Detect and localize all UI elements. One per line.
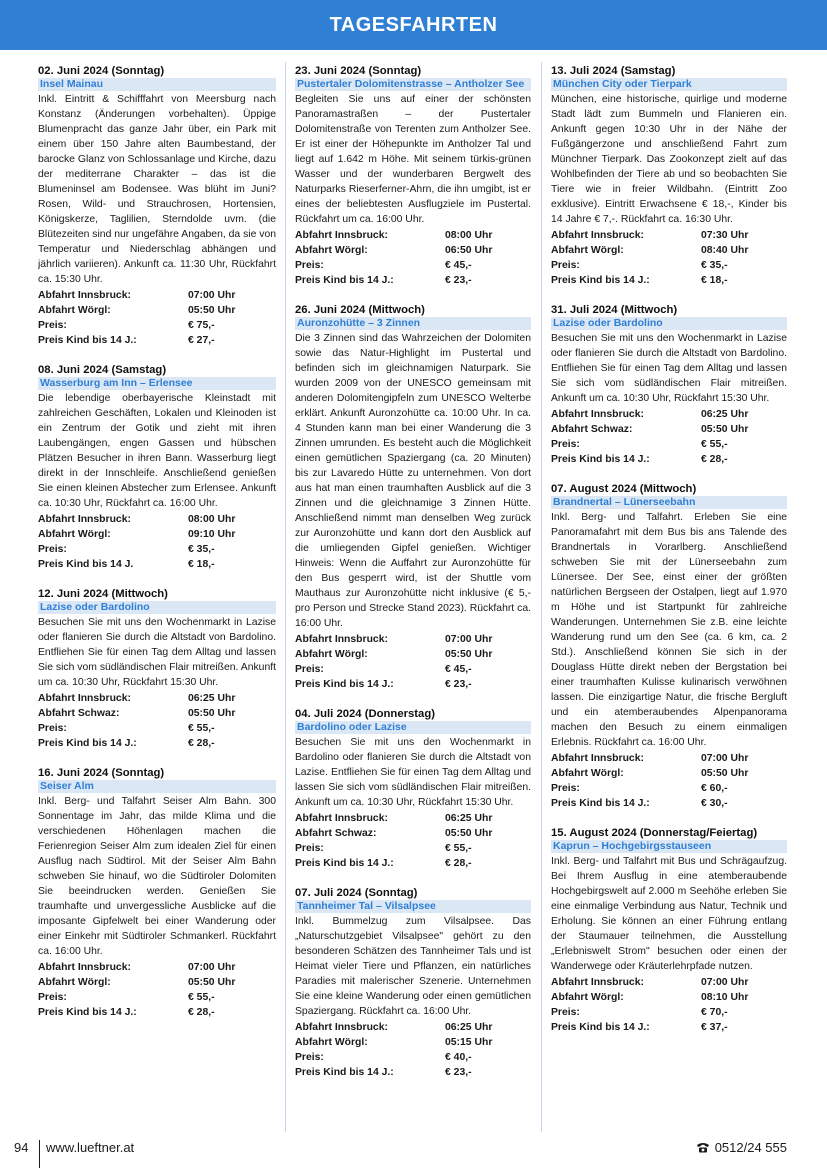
price-row (38, 960, 276, 975)
price-label: Abfahrt Schwaz: (38, 708, 120, 719)
price-label: Preis Kind bis 14 J.: (295, 679, 394, 690)
page-header (0, 0, 827, 50)
page-number: 94 (14, 1140, 29, 1155)
price-row (295, 677, 531, 692)
price-label: Abfahrt Innsbruck: (295, 1022, 388, 1033)
price-label: Abfahrt Innsbruck: (551, 977, 644, 988)
price-row (38, 975, 276, 990)
price-value: 07:00 Uhr (701, 977, 749, 988)
price-row (295, 243, 531, 258)
price-row (38, 333, 276, 348)
trip-description: Inkl. Eintritt & Schifffahrt von Meersburg nach Konstanz (Änderungen vorbehalten). Üppige Blumenpracht das ganze Jahr über, ein Park mit einem über 150 Jahre alten Baumbestand, der barocke Glanz von Schlossanlage und Kirche, dazu der mediterrane Charakter – das ist die Blumeninsel am Bodensee. Was blüht im Juni? Rosen, Wild- und Strauchrosen, Hortensien, Königskerze, Taglilien, Sterndolde uvm. (die Blütezeiten sind nur ungefähre Angaben, da sie von Temperatur und Niederschlag abhängen und jährlich variieren). Ankunft ca. 11:30 Uhr, Rückfahrt ca. 15:30 Uhr. (38, 94, 276, 285)
price-value: 06:25 Uhr (445, 813, 493, 824)
price-value: € 60,- (701, 783, 728, 794)
phone-icon (696, 1142, 710, 1153)
price-label: Preis: (551, 1007, 580, 1018)
price-row (38, 527, 276, 542)
price-label: Preis: (551, 783, 580, 794)
price-table (38, 512, 276, 572)
price-label: Preis Kind bis 14 J.: (551, 798, 650, 809)
price-value: 05:50 Uhr (701, 768, 749, 779)
price-value: 07:00 Uhr (188, 962, 236, 973)
trip-destination: Tannheimer Tal – Vilsalpsee (295, 900, 531, 913)
price-row (295, 1065, 531, 1080)
trip-description: Besuchen Sie mit uns den Wochenmarkt in Lazise oder flanieren Sie durch die Altstadt von Bardolino. Entfliehen Sie für einen Tag dem Alltag und lassen Sie sich vom südländischen Flair mitreißen. Ankunft um ca. 10:30 Uhr, Rückfahrt 15:30 Uhr. (551, 333, 787, 404)
price-value: € 30,- (701, 798, 728, 809)
price-row (551, 437, 787, 452)
price-value: 06:25 Uhr (701, 409, 749, 420)
price-label: Abfahrt Wörgl: (295, 245, 368, 256)
price-row (551, 407, 787, 422)
price-value: € 18,- (188, 559, 215, 570)
page-title: TAGESFAHRTEN (329, 13, 498, 36)
price-value: € 28,- (188, 1007, 215, 1018)
trip-date: 31. Juli 2024 (Mittwoch) (551, 304, 678, 316)
price-row (551, 422, 787, 437)
price-label: Preis Kind bis 14 J.: (551, 1022, 650, 1033)
price-label: Preis: (551, 260, 580, 271)
price-value: 07:00 Uhr (188, 290, 236, 301)
trip-destination: Auronzohütte – 3 Zinnen (295, 317, 531, 330)
price-value: € 37,- (701, 1022, 728, 1033)
price-label: Abfahrt Wörgl: (38, 977, 111, 988)
price-label: Preis Kind bis 14 J.: (38, 738, 137, 749)
price-label: Preis: (38, 320, 67, 331)
trip-destination: Lazise oder Bardolino (551, 317, 787, 330)
price-value: € 23,- (445, 1067, 472, 1078)
price-row (551, 796, 787, 811)
price-row (38, 557, 276, 572)
price-row (38, 691, 276, 706)
price-label: Preis Kind bis 14 J.: (551, 454, 650, 465)
price-value: € 55,- (445, 843, 472, 854)
price-row (551, 781, 787, 796)
phone-contact (696, 1140, 787, 1155)
price-label: Preis: (38, 544, 67, 555)
price-label: Abfahrt Schwaz: (551, 424, 633, 435)
price-value: € 55,- (701, 439, 728, 450)
price-value: € 23,- (445, 679, 472, 690)
trip-date: 15. August 2024 (Donnerstag/Feiertag) (551, 827, 758, 839)
price-row (295, 1020, 531, 1035)
trip-description: Inkl. Bummelzug zum Vilsalpsee. Das „Naturschutzgebiet Vilsalpsee" gehört zu den besonderen Schätzen des Tannheimer Tals und ist Heimat vieler Tiere und Pflanzen, ein natürliches Paradies mit malerischer Szenerie. Unternehmen Sie eine kleine Wanderung oder einen gemütlichen Spaziergang. Rückfahrt ca. 16:00 Uhr. (295, 916, 531, 1017)
trip-entry (38, 363, 276, 572)
trip-description: München, eine historische, quirlige und moderne Stadt lädt zum Bummeln und Flanieren ein. Ankunft gegen 10:30 Uhr in der Nähe der Fußgängerzone und anschließend Fahrt zum Münchner Tierpark. Das Zookonzept zielt auf das Wohlbefinden der Tiere ab und so beobachten Sie Tiere wie in freier Wildbahn. (Eintritt Zoo exklusive). Eintritt Erwachsene € 18,-, Kinder bis 14 Jahre € 7,-. Rückfahrt ca. 16:30 Uhr. (551, 94, 787, 225)
price-value: 05:50 Uhr (188, 305, 236, 316)
price-value: € 45,- (445, 260, 472, 271)
price-value: € 55,- (188, 992, 215, 1003)
price-row (295, 258, 531, 273)
price-label: Preis Kind bis 14 J.: (295, 275, 394, 286)
trip-column-3 (551, 64, 787, 1151)
price-value: 07:30 Uhr (701, 230, 749, 241)
footer-divider (39, 1140, 40, 1168)
price-value: 09:10 Uhr (188, 529, 236, 540)
price-row (551, 1005, 787, 1020)
price-value: 08:00 Uhr (445, 230, 493, 241)
price-value: 06:25 Uhr (445, 1022, 493, 1033)
price-value: 07:00 Uhr (445, 634, 493, 645)
trip-destination: Lazise oder Bardolino (38, 601, 276, 614)
price-value: € 40,- (445, 1052, 472, 1063)
price-label: Abfahrt Wörgl: (551, 768, 624, 779)
price-table (551, 751, 787, 811)
price-row (38, 990, 276, 1005)
trip-entry (551, 826, 787, 1035)
price-label: Abfahrt Wörgl: (38, 305, 111, 316)
price-row (295, 856, 531, 871)
price-row (295, 826, 531, 841)
trip-description: Die lebendige oberbayerische Kleinstadt mit zahlreichen Geschäften, Lokalen und Kleinoden ist ein Zentrum der Gotik und zieht mit ihren Laubengängen, engen Gassen und hübschen Plätzen Besucher in ihren Bann. Wasserburg liegt direkt in der Innschleife. Anschließend genießen Sie einen kleinen Abstecher zum Erlensee. Ankunft ca. 10:30 Uhr, Rückfahrt ca. 16:00 Uhr. (38, 393, 276, 509)
price-row (38, 721, 276, 736)
price-row (295, 811, 531, 826)
price-row (295, 1035, 531, 1050)
price-label: Abfahrt Innsbruck: (38, 290, 131, 301)
price-value: 05:15 Uhr (445, 1037, 493, 1048)
price-row (551, 975, 787, 990)
price-row (38, 303, 276, 318)
price-label: Preis Kind bis 14 J.: (551, 275, 650, 286)
trip-entry (551, 64, 787, 288)
trip-entry (295, 303, 531, 692)
price-row (551, 243, 787, 258)
trip-destination: Insel Mainau (38, 78, 276, 91)
price-label: Preis: (38, 723, 67, 734)
trip-entry (295, 707, 531, 871)
price-row (551, 228, 787, 243)
price-value: 08:00 Uhr (188, 514, 236, 525)
price-row (38, 1005, 276, 1020)
price-label: Abfahrt Innsbruck: (38, 514, 131, 525)
price-label: Abfahrt Innsbruck: (295, 230, 388, 241)
price-value: 05:50 Uhr (445, 649, 493, 660)
column-divider (285, 62, 286, 1132)
price-table (38, 691, 276, 751)
price-value: € 28,- (701, 454, 728, 465)
price-row (551, 258, 787, 273)
price-row (38, 512, 276, 527)
price-label: Abfahrt Wörgl: (551, 992, 624, 1003)
trip-destination: Pustertaler Dolomitenstrasse – Antholzer See (295, 78, 531, 91)
trip-date: 13. Juli 2024 (Samstag) (551, 65, 676, 77)
price-label: Preis: (295, 664, 324, 675)
price-value: 05:50 Uhr (701, 424, 749, 435)
price-value: 08:10 Uhr (701, 992, 749, 1003)
price-value: € 55,- (188, 723, 215, 734)
price-row (551, 273, 787, 288)
trip-date: 16. Juni 2024 (Sonntag) (38, 767, 165, 779)
price-label: Preis Kind bis 14 J.: (38, 335, 137, 346)
price-row (295, 662, 531, 677)
price-label: Preis Kind bis 14 J.: (295, 1067, 394, 1078)
price-value: € 35,- (188, 544, 215, 555)
trip-entry (295, 886, 531, 1080)
price-label: Preis Kind bis 14 J.: (38, 1007, 137, 1018)
price-value: 06:25 Uhr (188, 693, 236, 704)
price-row (38, 288, 276, 303)
trip-entry (551, 482, 787, 811)
price-table (38, 960, 276, 1020)
trip-destination: Bardolino oder Lazise (295, 721, 531, 734)
trip-date: 04. Juli 2024 (Donnerstag) (295, 708, 436, 720)
price-table (295, 811, 531, 871)
price-label: Preis Kind bis 14 J. (38, 559, 134, 570)
price-table (551, 975, 787, 1035)
trip-description: Besuchen Sie mit uns den Wochenmarkt in Bardolino oder flanieren Sie durch die Altstadt von Lazise. Entfliehen Sie für einen Tag dem Alltag und lassen Sie sich vom südländischen Flair mitreißen. Ankunft um ca. 10:30 Uhr, Rückfahrt 15:30 Uhr. (295, 737, 531, 808)
price-value: € 28,- (445, 858, 472, 869)
price-value: € 75,- (188, 320, 215, 331)
trip-description: Besuchen Sie mit uns den Wochenmarkt in Lazise oder flanieren Sie durch die Altstadt von Bardolino. Entfliehen Sie für einen Tag dem Alltag und lassen Sie sich vom südländischen Flair mitreißen. Ankunft um ca. 10:30 Uhr, Rückfahrt 15:30 Uhr. (38, 617, 276, 688)
price-row (38, 706, 276, 721)
price-label: Preis Kind bis 14 J.: (295, 858, 394, 869)
price-label: Abfahrt Wörgl: (295, 1037, 368, 1048)
trip-description: Inkl. Berg- und Talfahrt. Erleben Sie eine Panoramafahrt mit dem Bus bis ans Talende des Brandnertals in Vorarlberg. Anschließend schweben Sie mit der Lünerseebahn zum Lünersee. Der See, einst einer der größten natürlichen Bergseen der Ostalpen, liegt auf 1.970 m Höhe und ist Startpunkt für zahlreiche Wanderungen. Unternehmen Sie z.B. eine leichte Wanderung rund um den See (ca. 6 km, ca. 2 Std.). Anschließend können Sie sich in der Douglass Hütte direkt neben der Bergstation bei einer traumhaften Kulisse kulinarisch verwöhnen lassen. Die einzigartige Natur, die frische Bergluft und ein atemberaubendes Alpenpanorama machen den Besuch zu einem einmaligen Erlebnis. Rückfahrt ca. 16:00 Uhr. (551, 512, 787, 748)
trip-column-1 (38, 64, 276, 1151)
price-value: 05:50 Uhr (445, 828, 493, 839)
price-value: € 70,- (701, 1007, 728, 1018)
price-row (295, 273, 531, 288)
price-value: € 27,- (188, 335, 215, 346)
price-row (38, 736, 276, 751)
trip-destination: Brandnertal – Lünerseebahn (551, 496, 787, 509)
price-label: Abfahrt Wörgl: (38, 529, 111, 540)
price-row (38, 318, 276, 333)
price-label: Preis: (295, 260, 324, 271)
price-row (551, 990, 787, 1005)
trip-date: 07. Juli 2024 (Sonntag) (295, 887, 418, 899)
trip-date: 07. August 2024 (Mittwoch) (551, 483, 697, 495)
price-label: Abfahrt Schwaz: (295, 828, 377, 839)
price-value: 08:40 Uhr (701, 245, 749, 256)
price-label: Preis: (551, 439, 580, 450)
price-label: Abfahrt Innsbruck: (551, 409, 644, 420)
price-label: Preis: (295, 843, 324, 854)
trip-description: Begleiten Sie uns auf einer der schönsten Panoramastraßen – der Pustertaler Dolomitenstraße von Terenten zum Antholzer See. Er ist einer der Höhepunkte im Antholzer Tal und liegt auf 1.642 m Höhe. Mit seinem türkis-grünen Wasser und der wunderbaren Bergwelt des Naturparks Rieserferner-Ahrn, die ihn umgibt, ist er eines der beliebtesten Ausflugziele im Pustertal. Rückfahrt um ca. 16:00 Uhr. (295, 94, 531, 225)
price-row (295, 841, 531, 856)
trip-description: Die 3 Zinnen sind das Wahrzeichen der Dolomiten sowie das Natur-Highlight im Pustertal und befinden sich im gleichnamigen Naturpark. Sie wurden 2009 von der UNESCO gemeinsam mit anderen Dolomitengipfeln zum UNESCO Welterbe erklärt. Ankunft Auronzohütte ca. 10:00 Uhr. In ca. 4 Stunden kann man bei einer Wanderung die 3 Zinnen umrunden. Es besteht auch die Möglichkeit einen gemütlichen Spaziergang (ca. 20 Minuten) bis zur Lavaredo Hütte zu unternehmen. Von dort aus hat man einen traumhaften Ausblick auf die 3 Zinnen und die gleichnamige 3 Zinnen Hütte. Anschließend nimmt man denselben Weg zurück zur Auronzohütte und kann dort den Ausblick auf die umliegenden Gipfel genießen. Wichtiger Hinweis: Wenn die Auffahrt zur Auronzohütte für den Bus gesperrt wird, ist der Shuttle vom Mauthaus zur Auronzohütte nicht inklusive (€ 5,- pro Person und Strecke Stand 2023). Rückfahrt ca. 16:00 Uhr. (295, 333, 531, 629)
trip-date: 02. Juni 2024 (Sonntag) (38, 65, 165, 77)
trip-date: 26. Juni 2024 (Mittwoch) (295, 304, 425, 316)
price-row (551, 1020, 787, 1035)
price-label: Abfahrt Innsbruck: (295, 634, 388, 645)
trip-entry (38, 766, 276, 1020)
price-value: 07:00 Uhr (701, 753, 749, 764)
column-divider (541, 62, 542, 1132)
trip-destination: München City oder Tierpark (551, 78, 787, 91)
trip-entry (38, 587, 276, 751)
price-row (551, 452, 787, 467)
trip-date: 23. Juni 2024 (Sonntag) (295, 65, 422, 77)
price-label: Preis: (295, 1052, 324, 1063)
trip-destination: Kaprun – Hochgebirgsstauseen (551, 840, 787, 853)
price-label: Abfahrt Innsbruck: (38, 962, 131, 973)
trip-date: 12. Juni 2024 (Mittwoch) (38, 588, 168, 600)
price-value: € 23,- (445, 275, 472, 286)
price-label: Abfahrt Wörgl: (551, 245, 624, 256)
price-table (295, 632, 531, 692)
price-value: € 35,- (701, 260, 728, 271)
price-value: € 28,- (188, 738, 215, 749)
price-label: Abfahrt Innsbruck: (295, 813, 388, 824)
price-table (295, 1020, 531, 1080)
trip-entry (295, 64, 531, 288)
price-table (551, 407, 787, 467)
price-label: Abfahrt Wörgl: (295, 649, 368, 660)
price-row (38, 542, 276, 557)
price-row (295, 647, 531, 662)
price-table (551, 228, 787, 288)
price-value: 06:50 Uhr (445, 245, 493, 256)
price-value: € 18,- (701, 275, 728, 286)
trip-destination: Wasserburg am Inn – Erlensee (38, 377, 276, 390)
price-row (551, 751, 787, 766)
price-label: Preis: (38, 992, 67, 1003)
price-label: Abfahrt Innsbruck: (551, 230, 644, 241)
price-row (295, 228, 531, 243)
price-value: 05:50 Uhr (188, 708, 236, 719)
price-row (295, 632, 531, 647)
trip-column-2 (295, 64, 531, 1151)
trip-date: 08. Juni 2024 (Samstag) (38, 364, 167, 376)
price-label: Abfahrt Innsbruck: (38, 693, 131, 704)
trip-entry (38, 64, 276, 348)
price-row (551, 766, 787, 781)
price-label: Abfahrt Innsbruck: (551, 753, 644, 764)
price-value: 05:50 Uhr (188, 977, 236, 988)
trip-description: Inkl. Berg- und Talfahrt Seiser Alm Bahn. 300 Sonnentage im Jahr, das milde Klima und die verschiedenen Höhenlagen machen die Ferienregion Seiser Alm zum idealen Ziel für einen Ausflug nach Südtirol. Mit der Seiser Alm Bahn schweben Sie hinauf, wo die Südtiroler Dolomiten Sie beeindrucken werden. Genießen Sie traumhafte und unvergessliche Ausblicke auf die imposante Gipfelwelt bei einer Wanderung oder einer Einkehr mit Südtiroler Schmankerl. Rückfahrt ca. 16:00 Uhr. (38, 796, 276, 957)
price-table (295, 228, 531, 288)
trip-description: Inkl. Berg- und Talfahrt mit Bus und Schrägaufzug. Bei Ihrem Ausflug in eine atemberaubende Hochgebirgswelt auf 2.000 m Seehöhe erleben Sie eine einmalige Verbindung aus Natur, Technik und Erholung. Sie können an einer Führung entlang der Staumauer teilnehmen, die Ausstellung „Erlebniswelt Strom" besuchen oder einen der Wanderwege oder Kräuterlehrpfade nutzen. (551, 856, 787, 972)
price-value: € 45,- (445, 664, 472, 675)
price-row (295, 1050, 531, 1065)
phone-number: 0512/24 555 (714, 1140, 787, 1155)
trip-destination: Seiser Alm (38, 780, 276, 793)
trip-entry (551, 303, 787, 467)
website-link[interactable]: www.lueftner.at (46, 1140, 135, 1155)
price-table (38, 288, 276, 348)
